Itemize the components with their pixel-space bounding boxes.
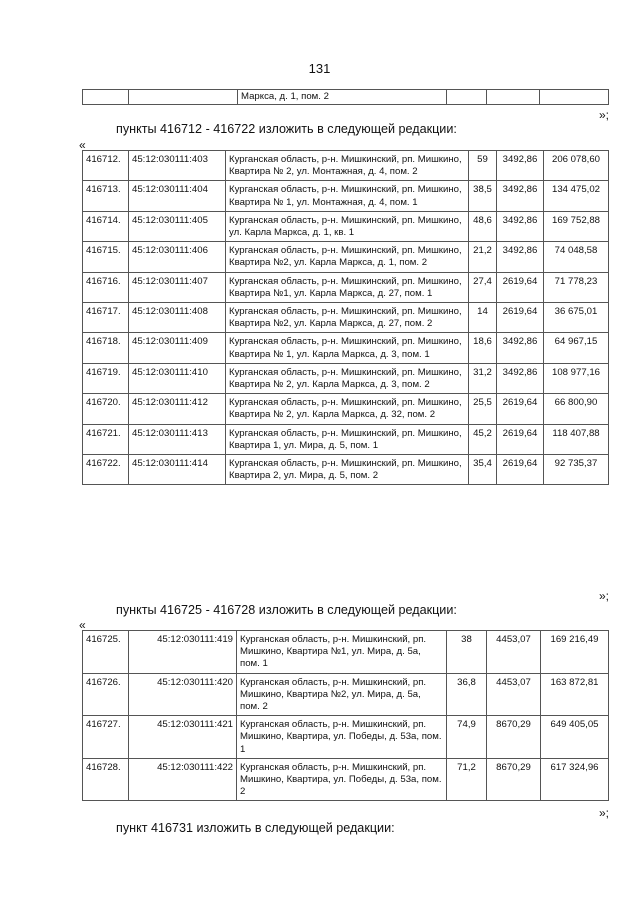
- item-number-cell: 416712.: [83, 151, 129, 181]
- item-number-cell: 416728.: [83, 758, 129, 801]
- item-number-cell: 416725.: [83, 631, 129, 674]
- unit-value-cell: 2619,64: [497, 272, 544, 302]
- area-cell: 14: [469, 303, 497, 333]
- area-cell: 59: [469, 151, 497, 181]
- cadastral-number-cell: 45:12:030111:420: [129, 673, 237, 716]
- unit-value-cell: 4453,07: [487, 673, 541, 716]
- item-number-cell: 416717.: [83, 303, 129, 333]
- table-row: [83, 716, 609, 759]
- section-intro: пункты 416725 - 416728 изложить в следующей редакции:: [116, 603, 457, 617]
- unit-value-cell: 3492,86: [497, 363, 544, 393]
- unit-value-cell: 3492,86: [497, 333, 544, 363]
- unit-value-cell: 2619,64: [497, 303, 544, 333]
- unit-value-cell: 3492,86: [497, 211, 544, 241]
- closing-quote: »;: [598, 108, 609, 122]
- area-cell: 27,4: [469, 272, 497, 302]
- closing-quote: »;: [598, 806, 609, 820]
- table-row: [83, 394, 609, 424]
- unit-value-cell: 3492,86: [497, 181, 544, 211]
- area-cell: 21,2: [469, 242, 497, 272]
- cadastral-number-cell: 45:12:030111:421: [129, 716, 237, 759]
- cadastral-number-cell: 45:12:030111:409: [129, 333, 226, 363]
- cadastral-value-cell: 118 407,88: [544, 424, 609, 454]
- item-number-cell: 416720.: [83, 394, 129, 424]
- address-cell: Курганская область, р-н. Мишкинский, рп. Мишкино, Квартира №2, ул. Карла Маркса, д. 1, пом. 2: [226, 242, 469, 272]
- cadastral-value-cell: 206 078,60: [544, 151, 609, 181]
- address-cell: Курганская область, р-н. Мишкинский, рп. Мишкино, Квартира, ул. Победы, д. 53а, пом. 2: [237, 758, 447, 801]
- address-cell: Маркса, д. 1, пом. 2: [238, 90, 447, 105]
- table-row: [83, 303, 609, 333]
- table-row: [83, 151, 609, 181]
- table-row: [83, 424, 609, 454]
- cadastral-value-cell: 163 872,81: [541, 673, 609, 716]
- cadastral-number-cell: 45:12:030111:405: [129, 211, 226, 241]
- table-row: [83, 673, 609, 716]
- item-number-cell: 416727.: [83, 716, 129, 759]
- table-row: [83, 631, 609, 674]
- area-cell: 74,9: [447, 716, 487, 759]
- address-cell: Курганская область, р-н. Мишкинский, рп. Мишкино, Квартира №1, ул. Мира, д. 5а, пом. 1: [237, 631, 447, 674]
- cadastral-number-cell: 45:12:030111:403: [129, 151, 226, 181]
- address-cell: Курганская область, р-н. Мишкинский, рп. Мишкино, Квартира № 1, ул. Карла Маркса, д. 3, пом. 1: [226, 333, 469, 363]
- item-number-cell: 416716.: [83, 272, 129, 302]
- address-cell: Курганская область, р-н. Мишкинский, рп. Мишкино, Квартира 1, ул. Мира, д. 5, пом. 1: [226, 424, 469, 454]
- address-cell: Курганская область, р-н. Мишкинский, рп. Мишкино, Квартира № 2, ул. Монтажная, д. 4, пом. 2: [226, 151, 469, 181]
- cadastral-number-cell: 45:12:030111:422: [129, 758, 237, 801]
- item-number-cell: 416713.: [83, 181, 129, 211]
- address-cell: Курганская область, р-н. Мишкинский, рп. Мишкино, Квартира №2, ул. Карла Маркса, д. 27, пом. 2: [226, 303, 469, 333]
- area-cell: 45,2: [469, 424, 497, 454]
- table-row: [83, 181, 609, 211]
- cadastral-value-cell: 74 048,58: [544, 242, 609, 272]
- area-cell: 35,4: [469, 455, 497, 485]
- cadastral-number-cell: 45:12:030111:419: [129, 631, 237, 674]
- table-row: [83, 758, 609, 801]
- item-number-cell: 416726.: [83, 673, 129, 716]
- table-row: [83, 211, 609, 241]
- cadastral-value-cell: 169 216,49: [541, 631, 609, 674]
- cadastral-number-cell: 45:12:030111:406: [129, 242, 226, 272]
- cadastral-value-cell: 71 778,23: [544, 272, 609, 302]
- unit-value-cell: 3492,86: [497, 242, 544, 272]
- unit-value-cell: 2619,64: [497, 394, 544, 424]
- cadastral-value-cell: 36 675,01: [544, 303, 609, 333]
- table-row: [83, 333, 609, 363]
- closing-quote: »;: [598, 589, 609, 603]
- area-cell: 25,5: [469, 394, 497, 424]
- cadastral-value-cell: 108 977,16: [544, 363, 609, 393]
- page-number: 131: [308, 61, 331, 76]
- cadastral-value-cell: 66 800,90: [544, 394, 609, 424]
- area-cell: 18,6: [469, 333, 497, 363]
- address-cell: Курганская область, р-н. Мишкинский, рп. Мишкино, Квартира №1, ул. Карла Маркса, д. 27, пом. 1: [226, 272, 469, 302]
- area-cell: 48,6: [469, 211, 497, 241]
- table-row: [83, 363, 609, 393]
- register-table-416725-416728: [82, 630, 609, 801]
- address-cell: Курганская область, р-н. Мишкинский, рп. Мишкино, Квартира № 2, ул. Карла Маркса, д. 3, пом. 2: [226, 363, 469, 393]
- unit-value-cell: 2619,64: [497, 424, 544, 454]
- table-row: [83, 455, 609, 485]
- unit-value-cell: 3492,86: [497, 151, 544, 181]
- cadastral-number-cell: 45:12:030111:407: [129, 272, 226, 302]
- item-number-cell: 416719.: [83, 363, 129, 393]
- cadastral-number-cell: 45:12:030111:404: [129, 181, 226, 211]
- table-row: [83, 242, 609, 272]
- cadastral-value-cell: 617 324,96: [541, 758, 609, 801]
- address-cell: Курганская область, р-н. Мишкинский, рп. Мишкино, Квартира №2, ул. Мира, д. 5а, пом. 2: [237, 673, 447, 716]
- cadastral-value-cell: 169 752,88: [544, 211, 609, 241]
- unit-value-cell: 8670,29: [487, 716, 541, 759]
- address-cell: Курганская область, р-н. Мишкинский, рп. Мишкино, Квартира № 1, ул. Монтажная, д. 4, пом. 1: [226, 181, 469, 211]
- cadastral-value-cell: 92 735,37: [544, 455, 609, 485]
- address-cell: Курганская область, р-н. Мишкинский, рп. Мишкино, Квартира 2, ул. Мира, д. 5, пом. 2: [226, 455, 469, 485]
- item-number-cell: 416722.: [83, 455, 129, 485]
- opening-quote: «: [79, 138, 86, 152]
- cadastral-value-cell: 64 967,15: [544, 333, 609, 363]
- address-cell: Курганская область, р-н. Мишкинский, рп. Мишкино, ул. Карла Маркса, д. 1, кв. 1: [226, 211, 469, 241]
- item-number-cell: 416714.: [83, 211, 129, 241]
- cadastral-number-cell: 45:12:030111:408: [129, 303, 226, 333]
- address-cell: Курганская область, р-н. Мишкинский, рп. Мишкино, Квартира № 2, ул. Карла Маркса, д. 32, пом. 2: [226, 394, 469, 424]
- table-row: [83, 272, 609, 302]
- cadastral-number-cell: 45:12:030111:410: [129, 363, 226, 393]
- section-intro: пункт 416731 изложить в следующей редакции:: [116, 821, 395, 835]
- area-cell: 38: [447, 631, 487, 674]
- table-row: [83, 90, 609, 105]
- register-table-416712-416722: [82, 150, 609, 485]
- unit-value-cell: 2619,64: [497, 455, 544, 485]
- area-cell: 71,2: [447, 758, 487, 801]
- area-cell: 31,2: [469, 363, 497, 393]
- unit-value-cell: 4453,07: [487, 631, 541, 674]
- item-number-cell: 416715.: [83, 242, 129, 272]
- item-number-cell: 416718.: [83, 333, 129, 363]
- section-intro: пункты 416712 - 416722 изложить в следующей редакции:: [116, 122, 457, 136]
- cadastral-number-cell: 45:12:030111:414: [129, 455, 226, 485]
- cadastral-value-cell: 649 405,05: [541, 716, 609, 759]
- area-cell: 36,8: [447, 673, 487, 716]
- opening-quote: «: [79, 618, 86, 632]
- unit-value-cell: 8670,29: [487, 758, 541, 801]
- cadastral-number-cell: 45:12:030111:413: [129, 424, 226, 454]
- area-cell: 38,5: [469, 181, 497, 211]
- address-cell: Курганская область, р-н. Мишкинский, рп. Мишкино, Квартира, ул. Победы, д. 53а, пом. 1: [237, 716, 447, 759]
- item-number-cell: 416721.: [83, 424, 129, 454]
- cadastral-value-cell: 134 475,02: [544, 181, 609, 211]
- cadastral-number-cell: 45:12:030111:412: [129, 394, 226, 424]
- top-fragment-table: [82, 89, 609, 105]
